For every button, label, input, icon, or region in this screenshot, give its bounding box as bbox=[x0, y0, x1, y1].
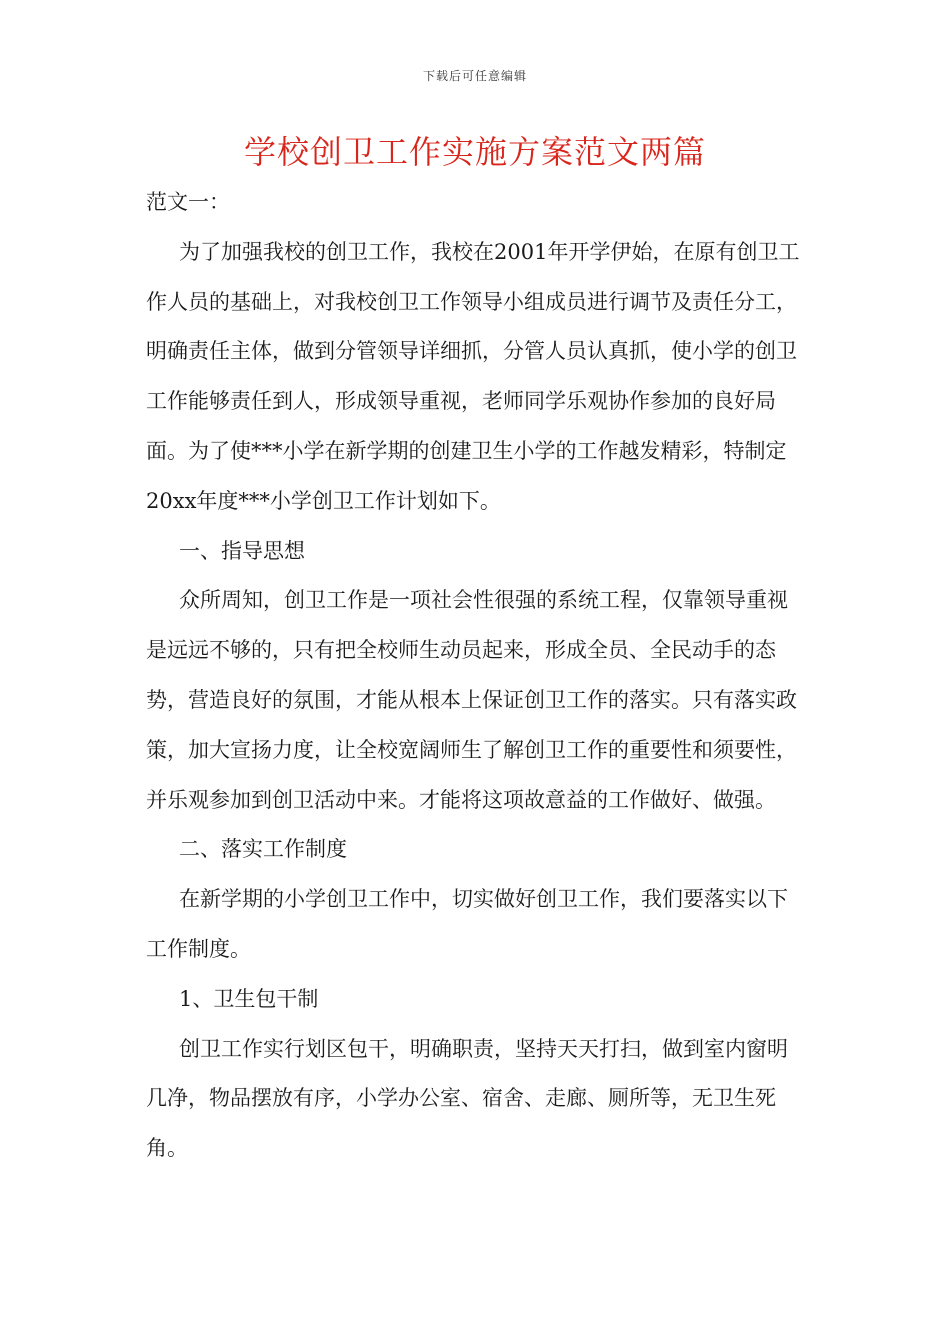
section-heading-guiding-ideology: 一、指导思想 bbox=[179, 538, 305, 563]
paragraph-work-system: 在新学期的小学创卫工作中，切实做好创卫工作，我们要落实以下工作制度。 bbox=[146, 887, 788, 961]
paragraph-hygiene-contract: 创卫工作实行划区包干，明确职责，坚持天天打扫，做到室内窗明几净，物品摆放有序，小学办公室、宿舍、走廊、厕所等，无卫生死角。 bbox=[146, 1036, 788, 1161]
document-body bbox=[146, 178, 808, 1174]
subtitle: 范文一： bbox=[146, 190, 230, 214]
paragraph-intro: 为了加强我校的创卫工作，我校在2001年开学伊始，在原有创卫工作人员的基础上，对我校创卫工作领导小组成员进行调节及责任分工，明确责任主体，做到分管领导详细抓，分管人员认真抓，使小学的创卫工作能够责任到人，形成领导重视，老师同学乐观协作参加的良好局面。为了使***小学在新学期的创建卫生小学的工作越发精彩，特制定20xx年度***小学创卫工作计划如下。 bbox=[146, 239, 800, 513]
document-title: 学校创卫工作实施方案范文两篇 bbox=[243, 133, 706, 171]
section-heading-work-system: 二、落实工作制度 bbox=[179, 837, 347, 862]
paragraph-guiding-ideology: 众所周知，创卫工作是一项社会性很强的系统工程，仅靠领导重视是远远不够的，只有把全校师生动员起来，形成全员、全民动手的态势，营造良好的氛围，才能从根本上保证创卫工作的落实。只有落实政策，加大宣扬力度，让全校宽阔师生了解创卫工作的重要性和须要性，并乐观参加到创卫活动中来。才能将这项故意益的工作做好、做强。 bbox=[146, 588, 797, 812]
section-heading-hygiene-contract: 1、卫生包干制 bbox=[179, 986, 319, 1011]
header-note: 下载后可任意编辑 bbox=[422, 69, 527, 83]
